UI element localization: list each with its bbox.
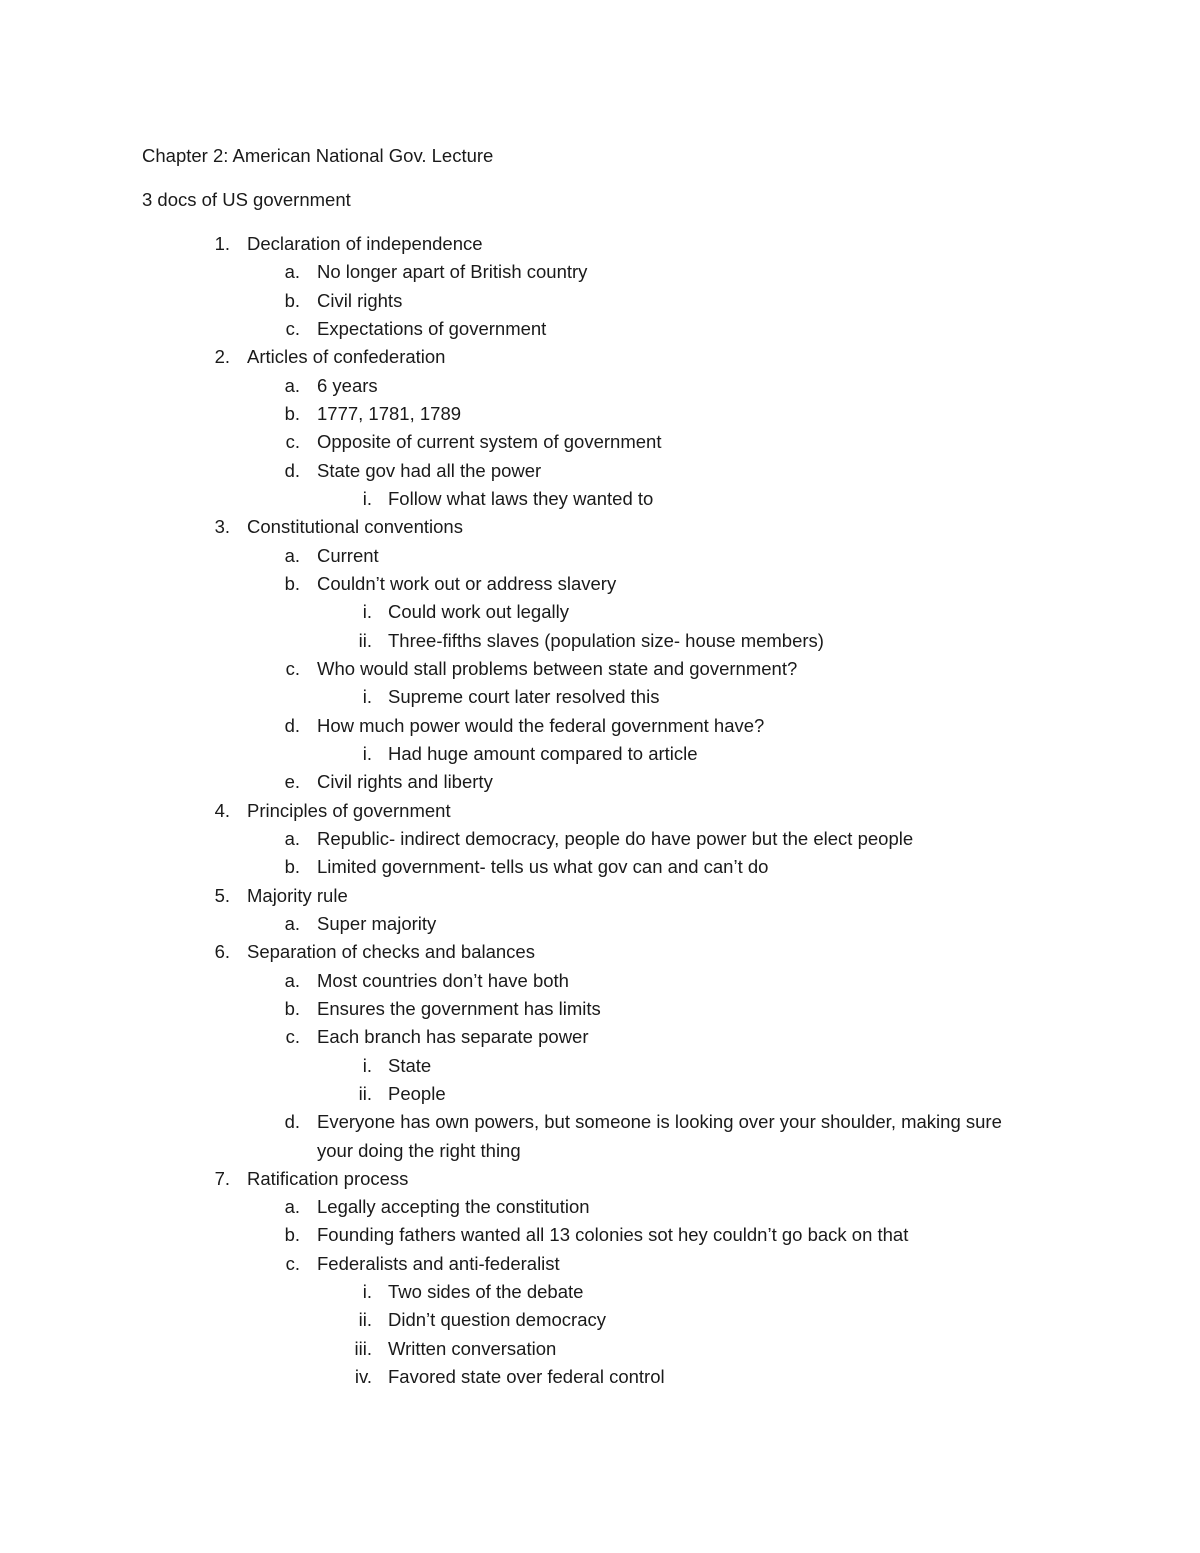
outline-item-level-2	[0, 401, 1200, 429]
outline-item-level-1	[0, 344, 1200, 372]
outline-marker: i.	[362, 487, 372, 509]
outline-marker: 1.	[214, 233, 230, 254]
outline-text: Separation of checks and balances	[247, 941, 535, 963]
outline-marker: 7.	[214, 1167, 230, 1189]
outline-item-level-3	[0, 741, 1200, 769]
outline-item-level-3	[0, 1081, 1200, 1109]
outline-text: Founding fathers wanted all 13 colonies sot hey couldn’t go back on that	[317, 1224, 909, 1246]
outline-marker: a.	[284, 969, 300, 991]
outline-text: Principles of government	[247, 799, 451, 821]
outline-item-level-2	[0, 1222, 1200, 1250]
outline-item-level-3	[0, 486, 1200, 514]
outline-item-level-2	[0, 373, 1200, 401]
outline-item-level-3	[0, 1336, 1200, 1364]
outline-item-level-2	[0, 854, 1200, 882]
outline-text: How much power would the federal government have?	[317, 714, 765, 736]
outline-text: Declaration of independence	[247, 233, 483, 254]
outline-marker: ii.	[358, 1309, 372, 1331]
outline-marker: c.	[285, 317, 300, 339]
outline-text: Majority rule	[247, 884, 348, 906]
outline-marker: b.	[284, 997, 300, 1019]
outline-marker: i.	[362, 601, 372, 623]
outline-item-level-2	[0, 458, 1200, 486]
outline-marker: a.	[284, 544, 300, 566]
outline-item-level-2	[0, 1138, 1200, 1166]
outline-marker: a.	[284, 374, 300, 396]
outline-text: State	[388, 1054, 432, 1076]
outline-marker: i.	[362, 742, 372, 764]
outline-text: Who would stall problems between state and government?	[317, 657, 798, 679]
outline-text: Three-fifths slaves (population size- house members)	[388, 629, 824, 651]
outline-text: Could work out legally	[388, 601, 569, 623]
outline-item-level-2	[0, 1194, 1200, 1222]
outline-marker: b.	[284, 1224, 300, 1246]
outline-item-level-3	[0, 628, 1200, 656]
outline-item-level-3	[0, 599, 1200, 627]
outline-text: 1777, 1781, 1789	[317, 402, 462, 424]
outline-item-level-3	[0, 684, 1200, 712]
outline-text: Articles of confederation	[247, 346, 446, 368]
outline-text: Ensures the government has limits	[317, 997, 601, 1019]
outline-item-level-1	[0, 939, 1200, 967]
outline-text: Everyone has own powers, but someone is looking over your shoulder, making sure	[317, 1111, 1002, 1133]
outline-item-level-1	[0, 514, 1200, 542]
outline-item-level-2	[0, 1251, 1200, 1279]
outline-item-level-2	[0, 543, 1200, 571]
outline-item-level-2	[0, 911, 1200, 939]
outline-text: Civil rights	[317, 289, 403, 311]
outline-item-level-2	[0, 288, 1200, 316]
outline-item-level-3	[0, 1307, 1200, 1335]
outline-text: Favored state over federal control	[388, 1366, 665, 1388]
outline-text: Limited government- tells us what gov can and can’t do	[317, 856, 769, 878]
outline-item-level-2	[0, 429, 1200, 457]
outline-text: Civil rights and liberty	[317, 771, 493, 793]
outline-text: Supreme court later resolved this	[388, 686, 660, 708]
outline-marker: c.	[285, 1252, 300, 1274]
outline-marker: iv.	[354, 1366, 372, 1388]
outline-marker: 4.	[214, 799, 230, 821]
outline-marker: ii.	[358, 1082, 372, 1104]
outline-marker: 2.	[214, 346, 230, 368]
outline-text: 6 years	[317, 374, 378, 396]
outline-item-level-3	[0, 1053, 1200, 1081]
outline-marker: b.	[284, 402, 300, 424]
outline-text: Opposite of current system of government	[317, 431, 662, 453]
outline-text: Written conversation	[388, 1337, 557, 1359]
outline-marker: c.	[285, 1026, 300, 1048]
outline-item-level-2	[0, 1024, 1200, 1052]
outline-item-level-2	[0, 826, 1200, 854]
outline-marker: b.	[284, 856, 300, 878]
outline-marker: a.	[284, 1196, 300, 1218]
outline-marker: b.	[284, 572, 300, 594]
outline-text: Didn’t question democracy	[388, 1309, 606, 1331]
outline-item-level-1	[0, 1166, 1200, 1194]
page-subtitle: 3 docs of US government	[142, 189, 351, 210]
outline-marker: c.	[285, 657, 300, 679]
outline-marker: 6.	[214, 941, 230, 963]
page-title: Chapter 2: American National Gov. Lecture	[142, 145, 494, 166]
outline-item-level-2	[0, 656, 1200, 684]
outline-item-level-1	[0, 231, 1200, 259]
outline-text: No longer apart of British country	[317, 261, 588, 283]
outline-marker: 5.	[214, 884, 230, 906]
outline-marker: d.	[284, 1111, 300, 1133]
outline-marker: a.	[284, 827, 300, 849]
outline-text: your doing the right thing	[317, 1139, 521, 1161]
outline-marker: d.	[284, 714, 300, 736]
outline-item-level-2	[0, 713, 1200, 741]
outline-marker: d.	[284, 459, 300, 481]
outline-marker: i.	[362, 1281, 372, 1303]
outline-marker: e.	[284, 771, 300, 793]
outline-marker: 3.	[214, 516, 230, 538]
outline-marker: iii.	[354, 1337, 372, 1359]
outline-item-level-1	[0, 798, 1200, 826]
outline-text: Two sides of the debate	[388, 1281, 584, 1303]
outline-text: Expectations of government	[317, 317, 547, 339]
outline-text: Follow what laws they wanted to	[388, 487, 654, 509]
outline-item-level-2	[0, 259, 1200, 287]
outline-item-level-2	[0, 316, 1200, 344]
outline-marker: c.	[285, 431, 300, 453]
outline-item-level-1	[0, 883, 1200, 911]
outline-text: People	[388, 1082, 446, 1104]
outline-text: Current	[317, 544, 379, 566]
outline-marker: i.	[362, 686, 372, 708]
outline-item-level-2	[0, 968, 1200, 996]
outline-text: Federalists and anti-federalist	[317, 1252, 560, 1274]
outline-text: Republic- indirect democracy, people do have power but the elect people	[317, 827, 914, 849]
outline-text: Couldn’t work out or address slavery	[317, 572, 617, 594]
outline-item-level-3	[0, 1279, 1200, 1307]
outline-marker: a.	[284, 912, 300, 934]
outline-text: State gov had all the power	[317, 459, 542, 481]
outline-text: Most countries don’t have both	[317, 969, 569, 991]
outline-marker: i.	[362, 1054, 372, 1076]
outline-marker: b.	[284, 289, 300, 311]
outline-text: Ratification process	[247, 1167, 409, 1189]
outline-list	[0, 231, 1200, 1392]
outline-text: Had huge amount compared to article	[388, 742, 698, 764]
outline-text: Each branch has separate power	[317, 1026, 589, 1048]
outline-text: Legally accepting the constitution	[317, 1196, 590, 1218]
outline-item-level-2	[0, 571, 1200, 599]
outline-item-level-2	[0, 769, 1200, 797]
outline-marker: a.	[284, 261, 300, 283]
outline-item-level-2	[0, 1109, 1200, 1137]
outline-text: Super majority	[317, 912, 437, 934]
outline-marker: ii.	[358, 629, 372, 651]
outline-text: Constitutional conventions	[247, 516, 463, 538]
outline-item-level-3	[0, 1364, 1200, 1392]
outline-item-level-2	[0, 996, 1200, 1024]
